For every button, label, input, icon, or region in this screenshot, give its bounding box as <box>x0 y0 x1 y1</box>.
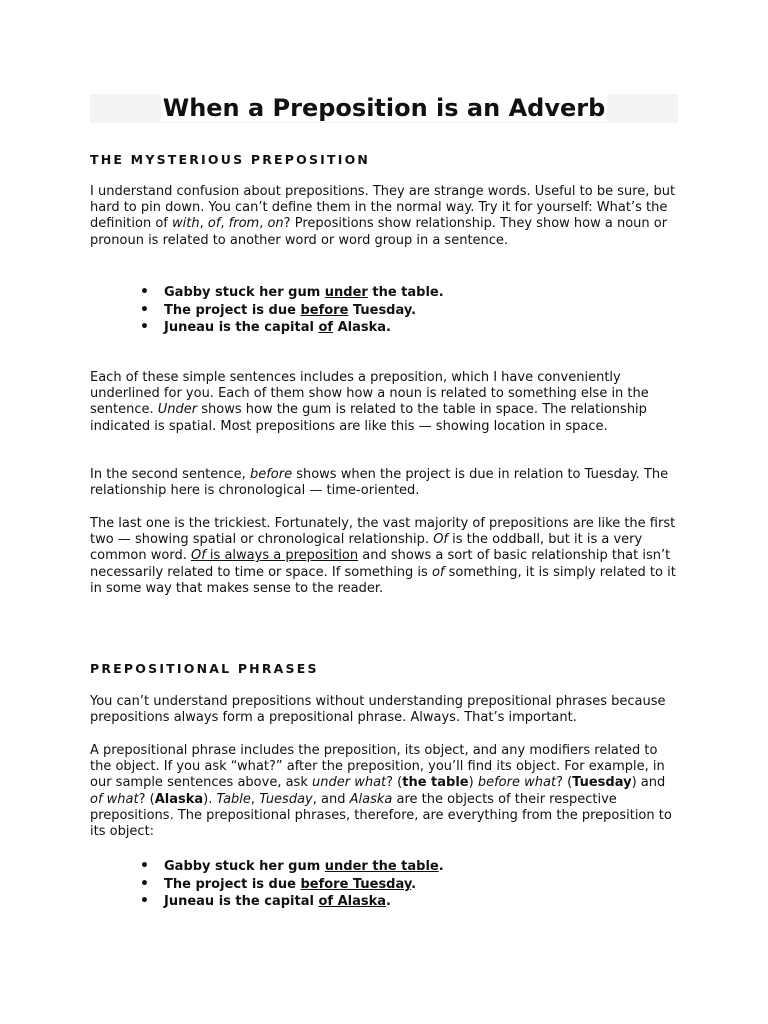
page-title: When a Preposition is an Adverb <box>162 94 606 122</box>
example-list-phrases <box>90 858 678 911</box>
list-item: • The project is due before Tuesday. <box>90 876 678 894</box>
phrases-intro-paragraph: You can’t understand prepositions without understanding prepositional phrases because prepositions always form a prepositional phrase. Always. That’s important. <box>90 694 666 726</box>
section-heading-prepositional-phrases: PREPOSITIONAL PHRASES <box>90 661 319 676</box>
explanation-paragraph-1: Each of these simple sentences includes a preposition, which I have conveniently underlined for you. Each of them show how a noun is related to something else in the sentence. Under shows how the gum is related to the table in space. The relationship indicated is spatial. Most prepositions are like this — showing location in space. <box>90 370 649 434</box>
list-item: • Gabby stuck her gum under the table. <box>90 284 678 302</box>
section-heading-mysterious-preposition: THE MYSTERIOUS PREPOSITION <box>90 152 371 167</box>
list-item: • The project is due before Tuesday. <box>90 302 678 320</box>
list-item: • Gabby stuck her gum under the table. <box>90 858 678 876</box>
phrases-explanation-paragraph: A prepositional phrase includes the preposition, its object, and any modifiers related to the object. If you ask “what?” after the preposition, you’ll find its object. For example, in our sample sentences above, ask under what? (the table) before what? (Tuesday) and of what? (Alaska). Table, Tuesday, and Alaska are the objects of their respective prepositions. The prepositional phrases, therefore, are everything from the preposition to its object: <box>90 743 672 840</box>
example-list-prepositions <box>90 284 678 337</box>
intro-paragraph: I understand confusion about prepositions. They are strange words. Useful to be sure, but hard to pin down. You can’t define them in the normal way. Try it for yourself: What’s the definition of with, of, from, on? Prepositions show relationship. They show how a noun or pronoun is related to another word or word group in a sentence. <box>90 184 676 248</box>
list-item: • Juneau is the capital of Alaska. <box>90 893 678 911</box>
explanation-paragraph-3: The last one is the trickiest. Fortunately, the vast majority of prepositions are like the first two — showing spatial or chronological relationship. Of is the oddball, but it is a very common word. Of is always a preposition and shows a sort of basic relationship that isn’t necessarily related to time or space. If something is of something, it is simply related to it in some way that makes sense to the reader. <box>90 516 676 596</box>
list-item: • Juneau is the capital of Alaska. <box>90 319 678 337</box>
explanation-paragraph-2: In the second sentence, before shows when the project is due in relation to Tuesday. The relationship here is chronological — time-oriented. <box>90 467 669 499</box>
